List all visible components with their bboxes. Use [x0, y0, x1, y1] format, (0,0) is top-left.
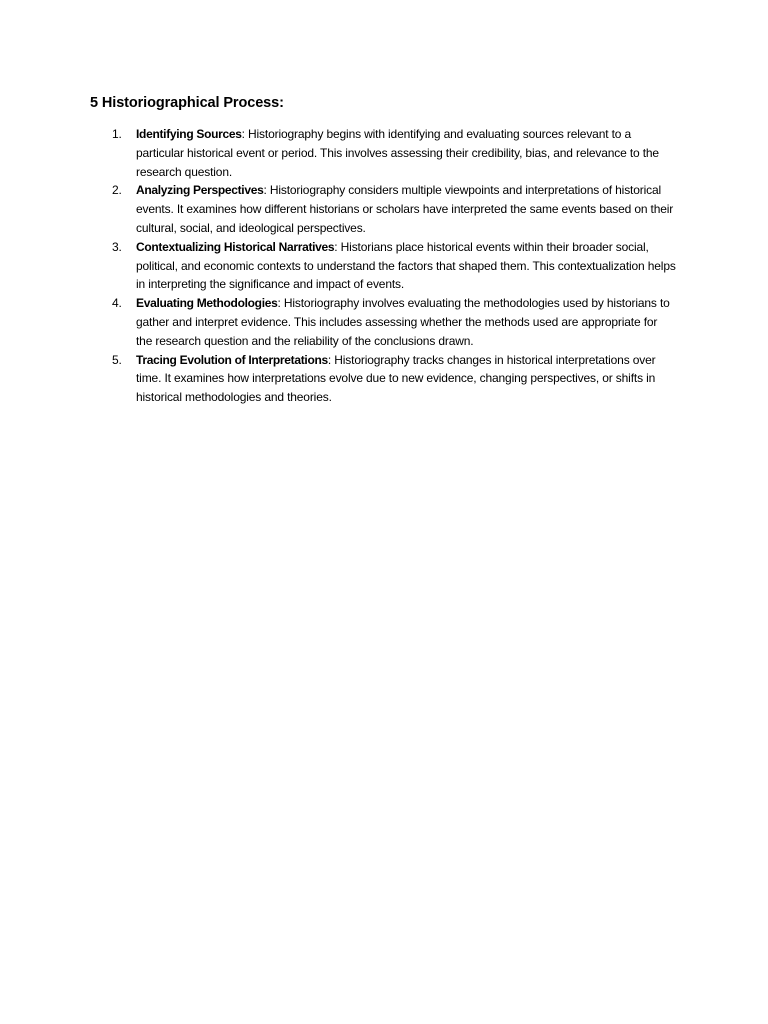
- list-item-term: Evaluating Methodologies: [136, 296, 278, 311]
- list-item-text: : Historiography involves evaluating the methodologies used by historians to gather and interpret evidence. This includes assessing whether the methods used are appropriate for the research question and the reliability of the conclusions drawn.: [136, 296, 670, 348]
- list-item-text: : Historians place historical events within their broader social, political, and economic contexts to understand the factors that shaped them. This contextualization helps in interpreting the significance and impact of events.: [136, 239, 676, 292]
- process-list: [0, 125, 768, 407]
- list-item-term: Analyzing Perspectives: [136, 183, 264, 198]
- list-item-term: Contextualizing Historical Narratives: [136, 239, 335, 254]
- list-item: [0, 294, 676, 350]
- list-item-term: Identifying Sources: [136, 127, 242, 141]
- list-item-number: 3.: [112, 239, 122, 254]
- list-item: [0, 351, 676, 407]
- list-item: [0, 125, 676, 181]
- list-item-number: 5.: [112, 352, 122, 367]
- list-item-text: : Historiography considers multiple viewpoints and interpretations of historical events. It examines how different historians or scholars have interpreted the same events based on their cultural, social, and ideological perspectives.: [136, 183, 674, 235]
- list-item: [0, 238, 676, 294]
- list-item-term: Tracing Evolution of Interpretations: [136, 352, 328, 367]
- list-item-number: 1.: [112, 127, 122, 141]
- list-item-text: : Historiography begins with identifying and evaluating sources relevant to a particular historical event or period. This involves assessing their credibility, bias, and relevance to the research question.: [136, 127, 659, 179]
- list-item-text: : Historiography tracks changes in historical interpretations over time. It examines how interpretations evolve due to new evidence, changing perspectives, or shifts in historical methodologies and theories.: [136, 352, 656, 405]
- list-item-number: 2.: [112, 183, 122, 198]
- list-item: [0, 181, 676, 237]
- document-heading: 5 Historiographical Process:: [90, 95, 284, 111]
- list-item-number: 4.: [112, 296, 122, 311]
